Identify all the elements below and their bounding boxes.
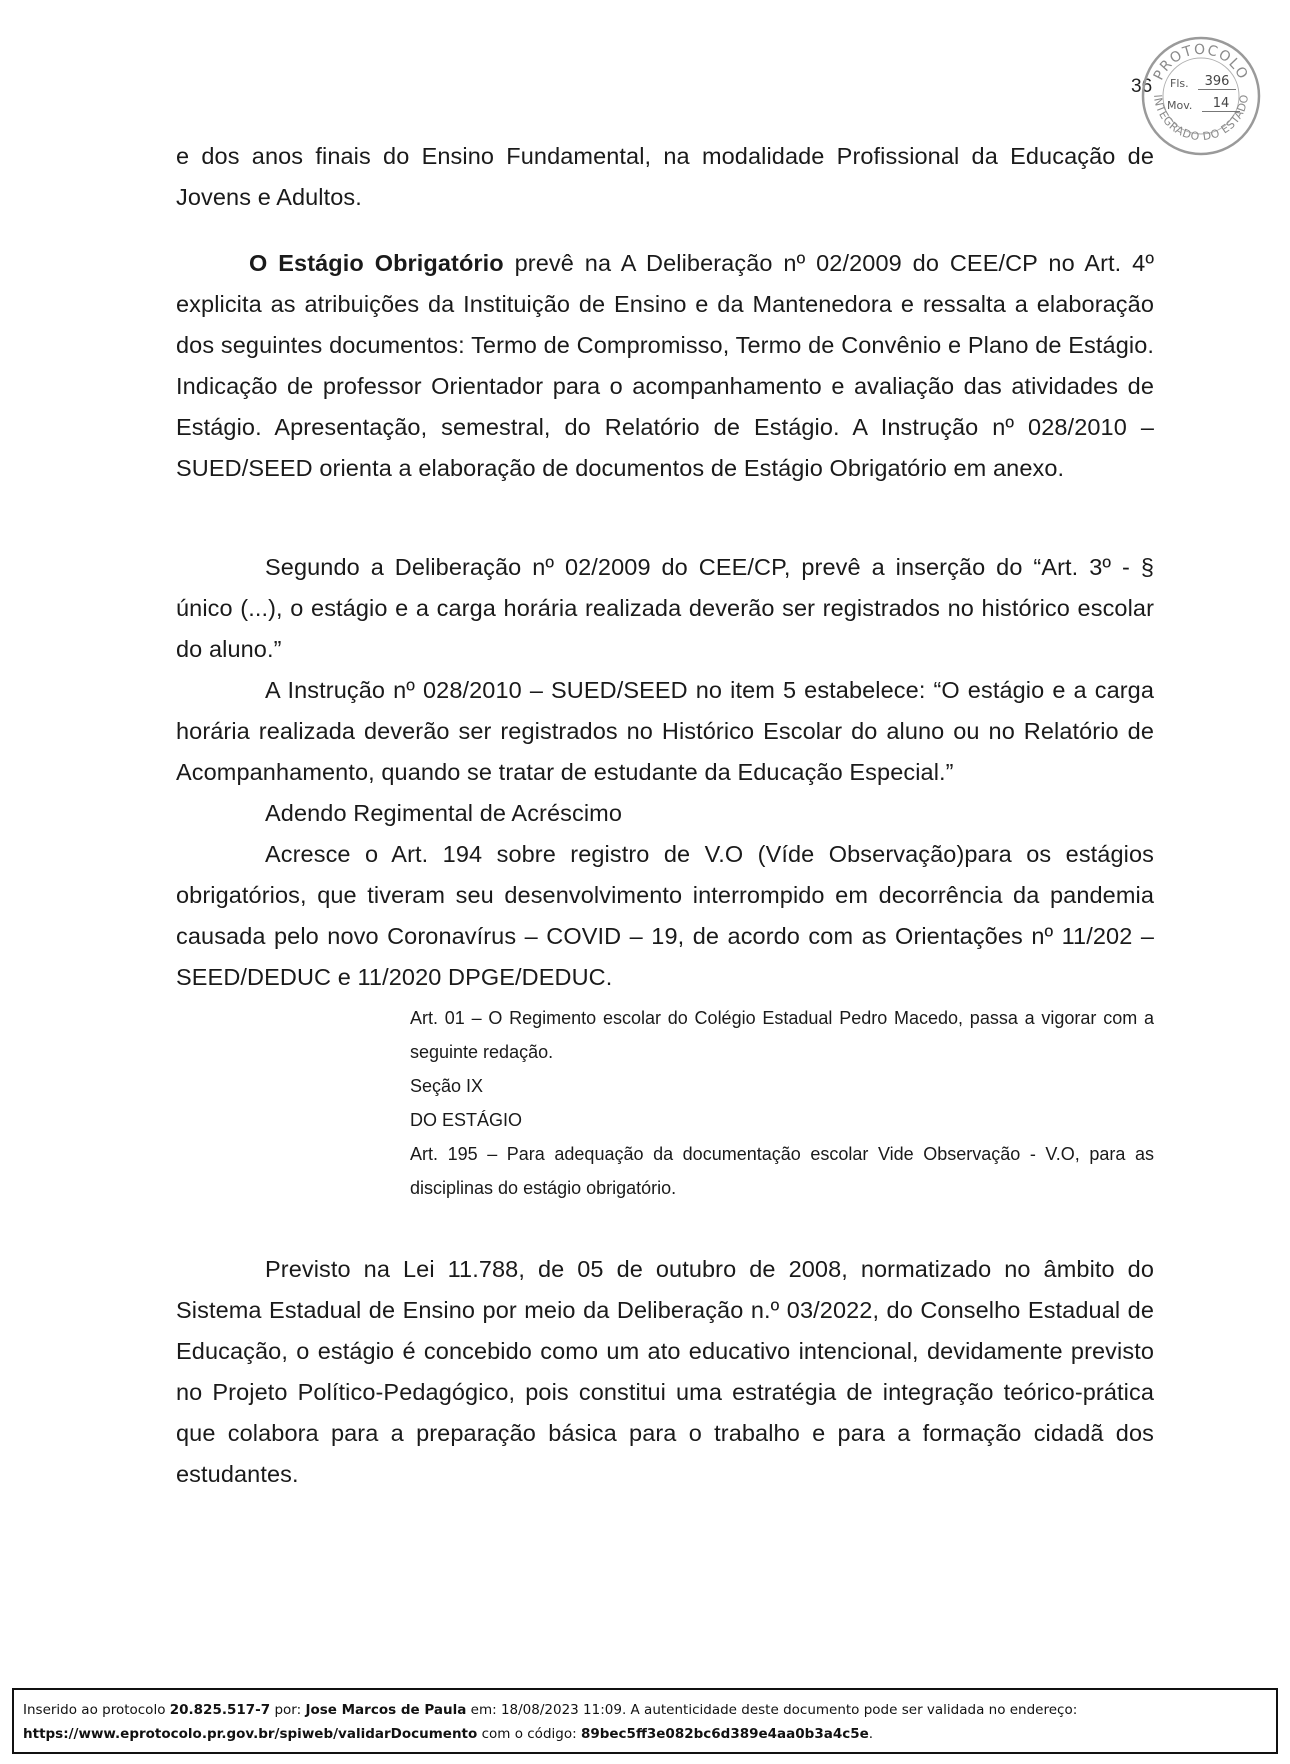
stamp-mov-label: Mov. — [1167, 99, 1193, 112]
stamp-fls-value: 396 — [1198, 75, 1236, 90]
stamp-seal-icon — [1140, 35, 1262, 157]
footer-validation-code: 89bec5ff3e082bc6d389e4aa0b3a4c5e — [580, 1726, 869, 1742]
footer-validation-link[interactable]: https://www.eprotocolo.pr.gov.br/spiweb/validarDocumento — [23, 1726, 478, 1742]
paragraph-deliberacao — [176, 547, 1154, 670]
stamp-top-text: PROTOCOLO — [1150, 41, 1252, 83]
quote-do-estagio: DO ESTÁGIO — [410, 1110, 523, 1130]
paragraph-adendo-title — [176, 793, 1154, 834]
paragraph-instrucao — [176, 670, 1154, 793]
stamp-mov-value: 14 — [1202, 97, 1240, 112]
footer-author: Jose Marcos de Paula — [305, 1702, 467, 1718]
footer-text: em: 18/08/2023 11:09. A autenticidade deste documento pode ser validada no endereço: — [466, 1702, 1078, 1718]
stamp-bottom-text: INTEGRADO DO ESTADO — [1151, 93, 1252, 144]
paragraph-lei-11788 — [176, 1249, 1154, 1495]
regimento-quote — [410, 1001, 1154, 1205]
footer-protocol-number: 20.825.517-7 — [169, 1702, 271, 1718]
paragraph-text: Previsto na Lei 11.788, de 05 de outubro de 2008, normatizado no âmbito do Sistema Estadual de Ensino por meio da Deliberação n.º 03/2022, do Conselho Estadual de Educação, o estágio é concebido como um ato educativo intencional, devidamente previsto no Projeto Político-Pedagógico, pois constitui uma estratégia de integração teórico-prática que colabora para a preparação básica para o trabalho e para a formação cidadã dos estudantes. — [176, 1256, 1154, 1487]
quote-art-195: Art. 195 – Para adequação da documentação escolar Vide Observação - V.O, para as disciplinas do estágio obrigatório. — [410, 1144, 1154, 1198]
paragraph-estagio-obrigatorio — [176, 243, 1154, 489]
validation-footer — [12, 1688, 1278, 1754]
paragraph-text: A Instrução nº 028/2010 – SUED/SEED no item 5 estabelece: “O estágio e a carga horária realizada deverão ser registrados no Histórico Escolar do aluno ou no Relatório de Acompanhamento, quando se tratar de estudante da Educação Especial.” — [176, 677, 1154, 785]
footer-text: com o código: — [477, 1726, 581, 1742]
paragraph-bold-lead: O Estágio Obrigatório — [249, 250, 504, 276]
paragraph-text: Acresce o Art. 194 sobre registro de V.O (Víde Observação)para os estágios obrigatórios, que tiveram seu desenvolvimento interrompido em decorrência da pandemia causada pelo novo Coronavírus – COVID – 19, de acordo com as Orientações nº 11/202 – SEED/DEDUC e 11/2020 DPGE/DEDUC. — [176, 841, 1154, 990]
paragraph-text: e dos anos finais do Ensino Fundamental, na modalidade Profissional da Educação de Jovens e Adultos. — [176, 143, 1154, 210]
protocol-stamp — [1140, 35, 1262, 157]
paragraph-text: Segundo a Deliberação nº 02/2009 do CEE/CP, prevê a inserção do “Art. 3º - § único (...), o estágio e a carga horária realizada deverão ser registrados no histórico escolar do aluno.” — [176, 554, 1154, 662]
footer-text: por: — [270, 1702, 306, 1718]
quote-art-01: Art. 01 – O Regimento escolar do Colégio Estadual Pedro Macedo, passa a vigorar com a seguinte redação. — [410, 1008, 1154, 1062]
page-number: 36 — [1131, 76, 1153, 97]
footer-text: Inserido ao protocolo — [23, 1702, 170, 1718]
paragraph-text: Adendo Regimental de Acréscimo — [265, 800, 623, 826]
paragraph-intro-continuation — [176, 136, 1154, 218]
stamp-fls-label: Fls. — [1170, 77, 1189, 90]
quote-secao: Seção IX — [410, 1076, 484, 1096]
paragraph-text: prevê na A Deliberação nº 02/2009 do CEE/CP no Art. 4º explicita as atribuições da Instituição de Ensino e da Mantenedora e ressalta a elaboração dos seguintes documentos: Termo de Compromisso, Termo de Convênio e Plano de Estágio. Indicação de professor Orientador para o acompanhamento e avaliação das atividades de Estágio. Apresentação, semestral, do Relatório de Estágio. A Instrução nº 028/2010 – SUED/SEED orienta a elaboração de documentos de Estágio Obrigatório em anexo. — [176, 250, 1154, 481]
footer-text: . — [868, 1726, 874, 1742]
paragraph-acresce — [176, 834, 1154, 998]
